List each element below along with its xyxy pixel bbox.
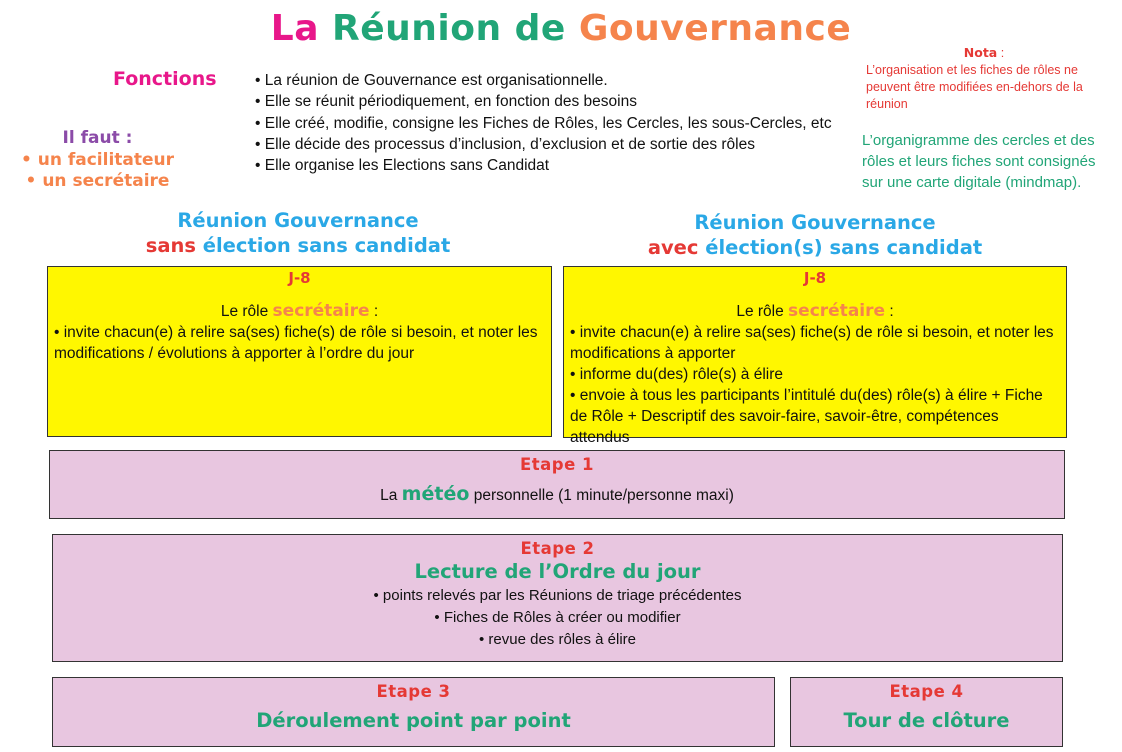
heading-left-sans: sans	[145, 234, 196, 257]
il-faut-block	[0, 128, 195, 193]
etape-2-title: Lecture de l’Ordre du jour	[414, 560, 701, 583]
etape-2-label: Etape 2	[520, 539, 595, 558]
etape-3-title: Déroulement point par point	[256, 709, 571, 732]
j8-box-sans-election	[47, 266, 552, 437]
il-faut-label: Il faut :	[62, 128, 133, 148]
etape-2-bullets	[53, 585, 1062, 651]
nota-colon: :	[997, 46, 1005, 60]
title-part-2: Réunion de	[332, 8, 579, 49]
heading-right-rest: élection(s) sans candidat	[698, 236, 983, 259]
role-secretaire: secrétaire	[272, 301, 370, 321]
role-prefix: Le rôle	[736, 303, 789, 320]
etape-1-text	[50, 483, 1064, 505]
etape-4-box	[790, 677, 1063, 747]
heading-avec-election	[565, 210, 1065, 260]
meteo-prefix: La	[380, 487, 402, 504]
etape-2-item: • Fiches de Rôles à créer ou modifier	[53, 607, 1062, 629]
role-suffix: :	[369, 303, 379, 320]
heading-left-rest: élection sans candidat	[195, 234, 451, 257]
fonctions-item: • Elle se réunit périodiquement, en fonction des besoins	[255, 91, 832, 112]
meteo-highlight: météo	[401, 483, 470, 505]
role-suffix: :	[885, 303, 894, 320]
nota-label: Nota	[963, 45, 998, 60]
fonctions-item: • Elle décide des processus d’inclusion, d’exclusion et de sortie des rôles	[255, 134, 832, 155]
j8-bullet-item: • invite chacun(e) à relire sa(ses) fiche(s) de rôle si besoin, et noter les modifications à apporter	[570, 322, 1060, 364]
fonctions-item: • La réunion de Gouvernance est organisationnelle.	[255, 70, 832, 91]
j8-label: J-8	[288, 269, 311, 287]
role-prefix: Le rôle	[220, 303, 273, 320]
fonctions-label: Fonctions	[113, 68, 217, 90]
j8-box-avec-election	[563, 266, 1067, 446]
nota-text: L’organisation et les fiches de rôles ne peuvent être modifiées en-dehors de la réunion	[866, 63, 1083, 111]
fonctions-item: • Elle créé, modifie, consigne les Fiches de Rôles, les Cercles, les sous-Cercles, etc	[255, 113, 832, 134]
title-part-1: La	[270, 8, 333, 49]
j8-bullet-item: • informe du(des) rôle(s) à élire	[570, 364, 1060, 385]
organigramme-note: L’organigramme des cercles et des rôles et leurs fiches sont consignés sur une carte digitale (mindmap).	[862, 132, 1096, 191]
fonctions-item: • Elle organise les Elections sans Candidat	[255, 155, 832, 176]
role-secretaire: secrétaire	[788, 301, 886, 321]
j8-bullets	[564, 322, 1066, 448]
etape-3-box	[52, 677, 775, 747]
heading-right-line1: Réunion Gouvernance	[694, 211, 936, 234]
page-title	[0, 8, 1122, 49]
role-line	[48, 301, 551, 321]
etape-1-label: Etape 1	[519, 455, 595, 474]
j8-label: J-8	[803, 269, 827, 287]
etape-2-item: • points relevés par les Réunions de triage précédentes	[53, 585, 1062, 607]
fonctions-list	[255, 70, 832, 176]
nota-block	[858, 44, 1110, 113]
j8-bullet-item: • invite chacun(e) à relire sa(ses) fiche(s) de rôle si besoin, et noter les modifications / évolutions à apporter à l’ordre du jour	[54, 322, 545, 364]
etape-1-box	[49, 450, 1065, 519]
heading-right-avec: avec	[647, 236, 699, 259]
j8-bullets	[48, 322, 551, 364]
etape-2-item: • revue des rôles à élire	[53, 629, 1062, 651]
etape-4-title: Tour de clôture	[843, 709, 1010, 732]
title-part-3: Gouvernance	[578, 8, 852, 49]
etape-3-label: Etape 3	[376, 682, 451, 701]
etape-2-box	[52, 534, 1063, 662]
heading-sans-election	[48, 208, 548, 258]
heading-left-line1: Réunion Gouvernance	[177, 209, 419, 232]
meteo-suffix: personnelle (1 minute/personne maxi)	[469, 487, 734, 504]
etape-4-label: Etape 4	[889, 682, 964, 701]
il-faut-item-secretaire: • un secrétaire	[25, 171, 170, 191]
j8-bullet-item: • envoie à tous les participants l’intitulé du(des) rôle(s) à élire + Fiche de Rôle + Descriptif des savoir-faire, savoir-être, compétences attendus	[570, 385, 1060, 448]
role-line	[564, 301, 1066, 321]
il-faut-item-facilitateur: • un facilitateur	[20, 149, 175, 170]
